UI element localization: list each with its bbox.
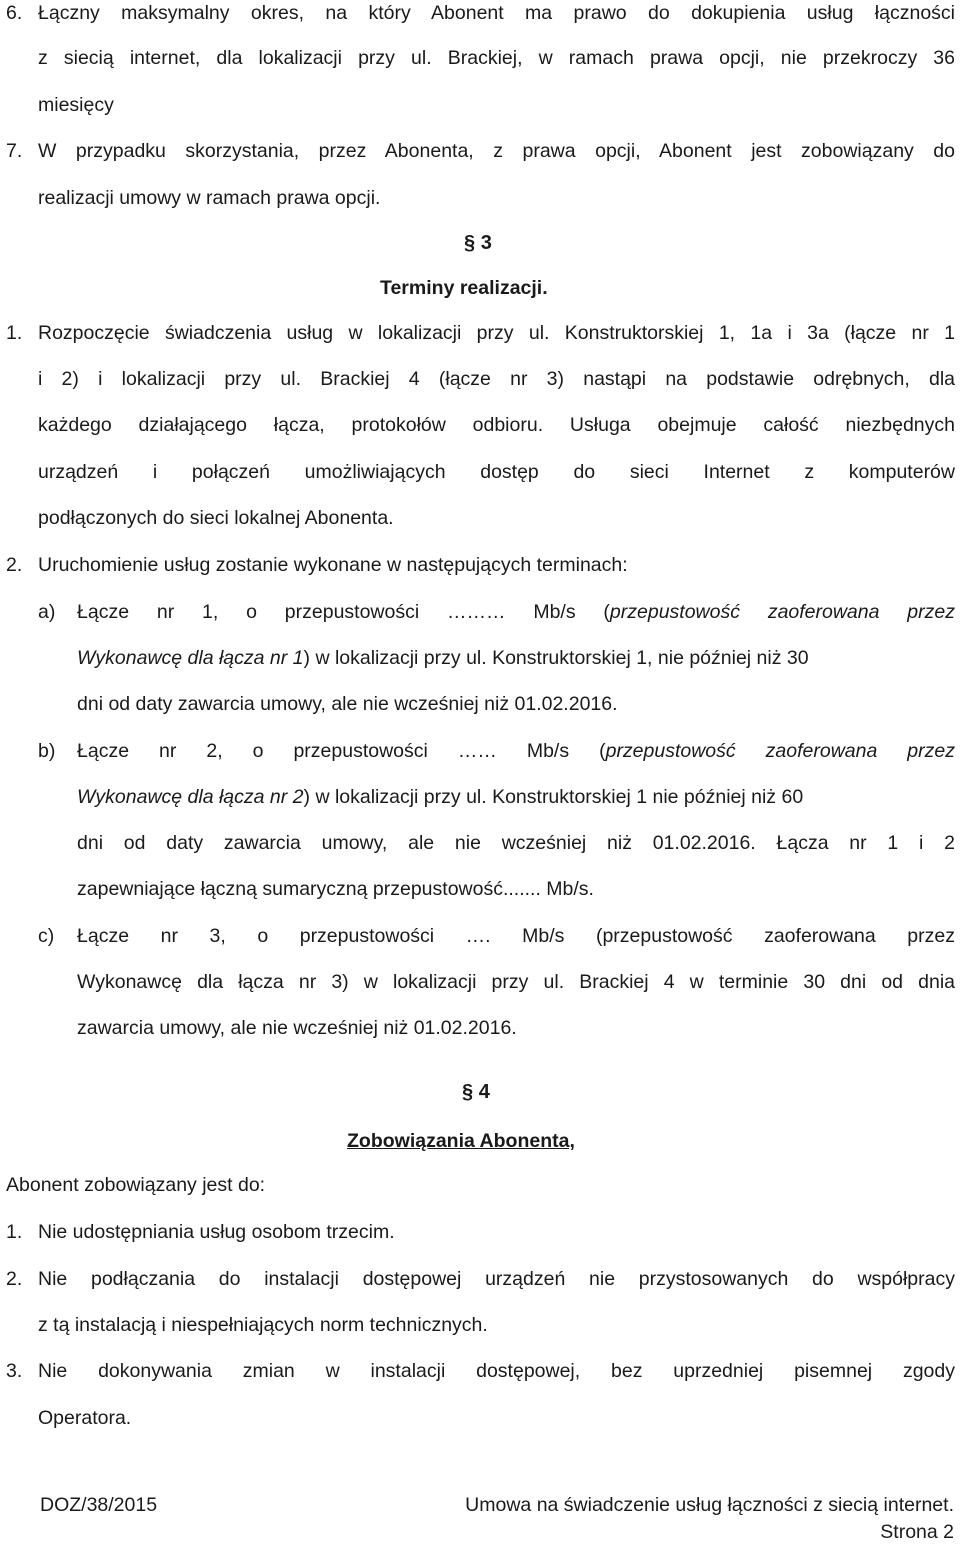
paragraph-line [77,738,955,764]
section-symbol: § [464,232,476,254]
footer-title: Umowa na świadczenie usług łączności z siecią internet. [465,1494,954,1516]
sub-item-label: a) [38,601,56,623]
text-italic: przepustowość zaoferowana przez [605,740,955,762]
section-number [462,1081,490,1104]
section-symbol: § [462,1081,474,1103]
paragraph-line [77,599,955,625]
sub-item-label: c) [38,925,55,947]
text-italic: Wykonawcę dla łącza nr 2 [77,786,304,808]
section-title: Terminy realizacji. [380,277,548,299]
text-plain: Łącze nr 1, o przepustowości ……… Mb/s ( [77,601,610,623]
footer-doc-number: DOZ/38/2015 [40,1494,158,1516]
page-number: Strona 2 [880,1521,954,1543]
paragraph-line: urządzeń i połączeń umożliwiających dostęp do sieci Internet z komputerów [38,461,955,483]
item-number: 2. [6,554,23,576]
sub-item-label: b) [38,740,56,762]
section-number-value: 4 [478,1081,490,1103]
paragraph-line: dni od daty zawarcia umowy, ale nie wcześniej niż 01.02.2016. [77,693,618,715]
paragraph-line: miesięcy [38,94,114,116]
paragraph-line: Nie dokonywania zmian w instalacji dostępowej, bez uprzedniej pisemnej zgody [38,1360,955,1382]
item-number: 2. [6,1268,23,1290]
paragraph-line [77,784,803,810]
item-number: 3. [6,1360,23,1382]
item-number: 6. [6,2,23,24]
paragraph-line: Wykonawcę dla łącza nr 3) w lokalizacji przy ul. Brackiej 4 w terminie 30 dni od dnia [77,971,955,993]
paragraph-line: realizacji umowy w ramach prawa opcji. [38,187,381,209]
paragraph-line: W przypadku skorzystania, przez Abonenta, z prawa opcji, Abonent jest zobowiązany do [38,140,955,162]
paragraph-line: Nie podłączania do instalacji dostępowej urządzeń nie przystosowanych do współpracy [38,1268,955,1290]
paragraph-line: i 2) i lokalizacji przy ul. Brackiej 4 (łącze nr 3) nastąpi na podstawie odrębnych, dla [38,368,955,390]
paragraph-line: z tą instalacją i niespełniających norm technicznych. [38,1314,488,1336]
paragraph-line: Rozpoczęcie świadczenia usług w lokalizacji przy ul. Konstruktorskiej 1, 1a i 3a (łącze nr 1 [38,322,955,344]
paragraph-line: podłączonych do sieci lokalnej Abonenta. [38,507,394,529]
section-number [464,232,492,255]
paragraph-line: Łącze nr 3, o przepustowości …. Mb/s (przepustowość zaoferowana przez [77,925,955,947]
text-italic: Wykonawcę dla łącza nr 1 [77,647,304,669]
paragraph-line: Uruchomienie usług zostanie wykonane w następujących terminach: [38,554,628,576]
text-plain: ) w lokalizacji przy ul. Konstruktorskiej 1 nie później niż 60 [303,786,804,808]
item-number: 1. [6,1221,23,1243]
section-intro: Abonent zobowiązany jest do: [6,1174,266,1196]
item-number: 1. [6,322,23,344]
paragraph-line: zapewniające łączną sumaryczną przepustowość....... Mb/s. [77,878,594,900]
paragraph-line: Operatora. [38,1407,132,1429]
item-number: 7. [6,140,23,162]
paragraph-line: każdego działającego łącza, protokołów odbioru. Usługa obejmuje całość niezbędnych [38,414,955,436]
paragraph-line [77,645,809,671]
paragraph-line: zawarcia umowy, ale nie wcześniej niż 01.02.2016. [77,1017,517,1039]
section-number-value: 3 [480,232,492,254]
text-plain: Łącze nr 2, o przepustowości …… Mb/s ( [77,740,606,762]
paragraph-line: dni od daty zawarcia umowy, ale nie wcześniej niż 01.02.2016. Łącza nr 1 i 2 [77,832,955,854]
paragraph-line: z siecią internet, dla lokalizacji przy ul. Brackiej, w ramach prawa opcji, nie przekroczy 36 [38,47,955,69]
text-italic: przepustowość zaoferowana przez [609,601,955,623]
section-title: Zobowiązania Abonenta, [347,1130,575,1152]
paragraph-line: Nie udostępniania usług osobom trzecim. [38,1221,395,1243]
paragraph-line: Łączny maksymalny okres, na który Abonent ma prawo do dokupienia usług łączności [38,2,955,24]
text-plain: ) w lokalizacji przy ul. Konstruktorskiej 1, nie później niż 30 [303,647,809,669]
